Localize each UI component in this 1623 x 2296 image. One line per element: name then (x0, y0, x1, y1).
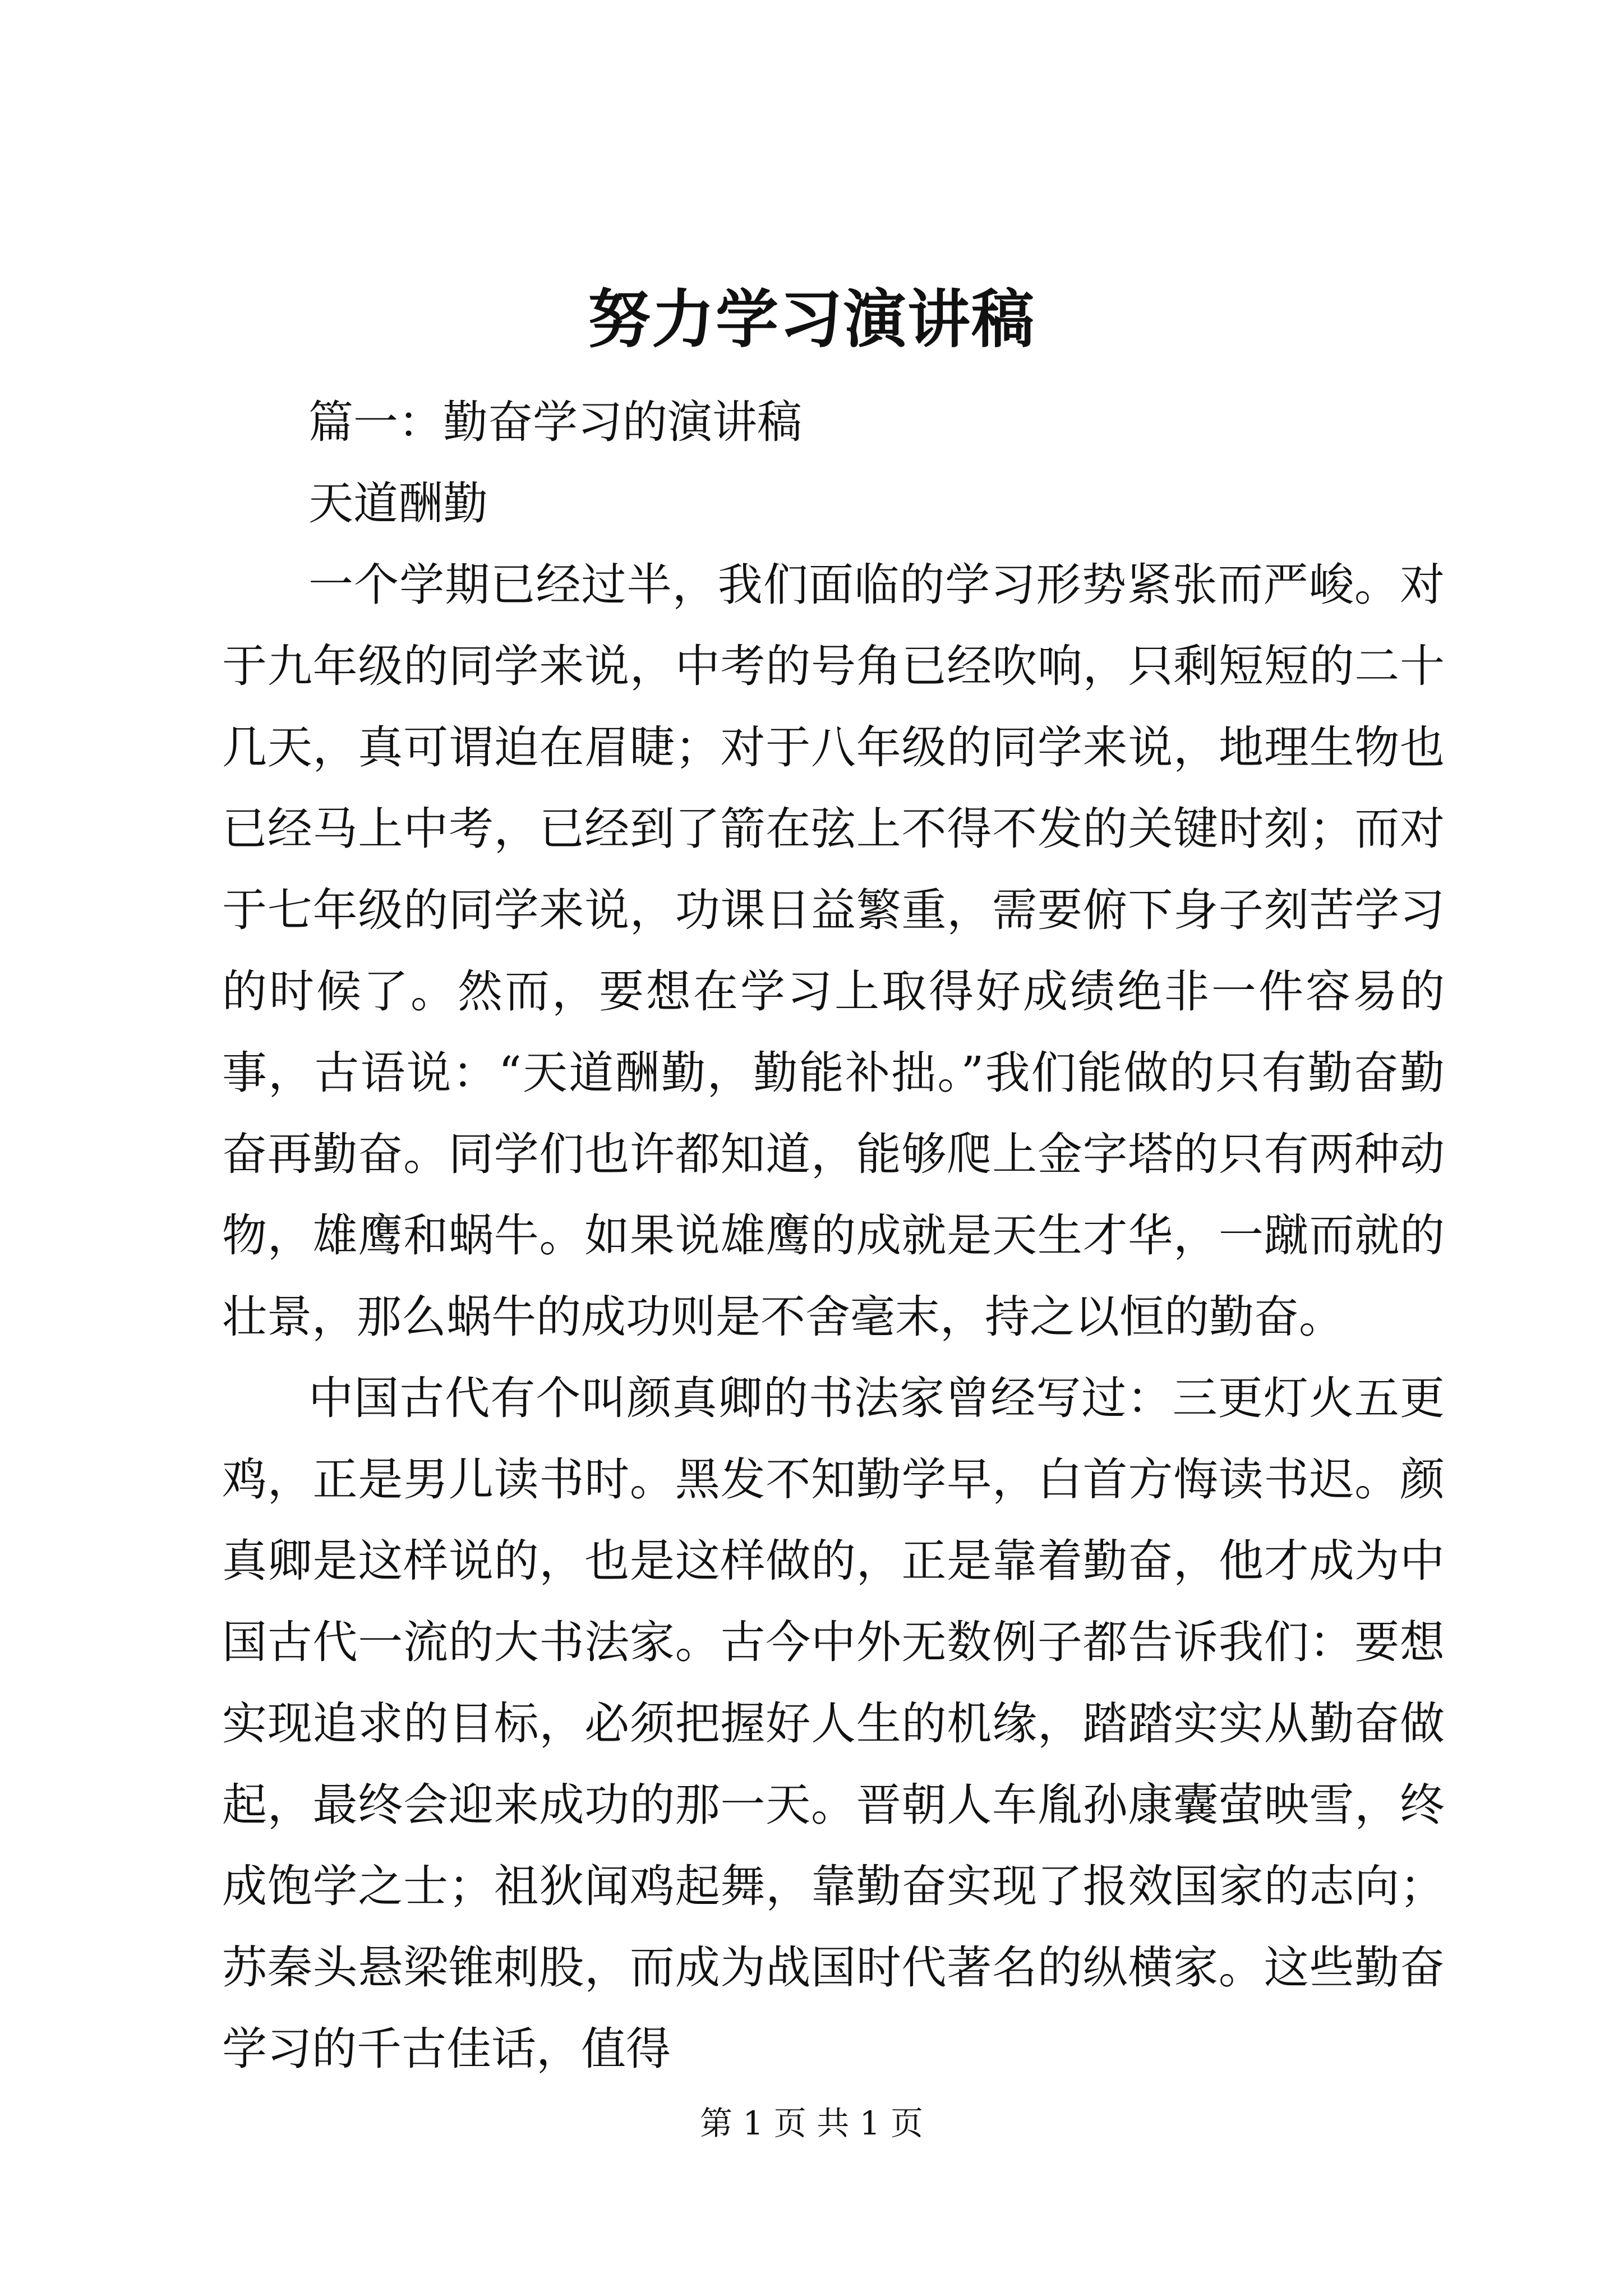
page-footer: 第 1 页 共 1 页 (700, 2104, 923, 2142)
body-paragraph-2: 中国古代有个叫颜真卿的书法家曾经写过：三更灯火五更鸡，正是男儿读书时。黑发不知勤学早，白首方悔读书迟。颜真卿是这样说的，也是这样做的，正是靠着勤奋，他才成为中国古代一流的大书法家。古今中外无数例子都告诉我们：要想实现追求的目标，必须把握好人生的机缘，踏踏实实从勤奋做起，最终会迎来成功的那一天。晋朝人车胤孙康囊萤映雪，终成饱学之士；祖狄闻鸡起舞，靠勤奋实现了报效国家的志向；苏秦头悬梁锥刺股，而成为战国时代著名的纵横家。这些勤奋学习的千古佳话，值得 (222, 1372, 1445, 2075)
body-paragraph-1: 一个学期已经过半，我们面临的学习形势紧张而严峻。对于九年级的同学来说，中考的号角已经吹响，只剩短短的二十几天，真可谓迫在眉睫；对于八年级的同学来说，地理生物也已经马上中考，已经到了箭在弦上不得不发的关键时刻；而对于七年级的同学来说，功课日益繁重，需要俯下身子刻苦学习的时候了。然而，要想在学习上取得好成绩绝非一件容易的事，古语说：“天道酬勤，勤能补拙。”我们能做的只有勤奋勤奋再勤奋。同学们也许都知道，能够爬上金字塔的只有两种动物，雄鹰和蜗牛。如果说雄鹰的成就是天生才华，一蹴而就的壮景，那么蜗牛的成功则是不舍毫末，持之以恒的勤奋。 (222, 559, 1445, 1343)
section-heading: 篇一：勤奋学习的演讲稿 (308, 396, 802, 448)
document-title: 努力学习演讲稿 (588, 283, 1035, 356)
speech-title: 天道酬勤 (308, 477, 488, 530)
document-body (222, 381, 1445, 2090)
